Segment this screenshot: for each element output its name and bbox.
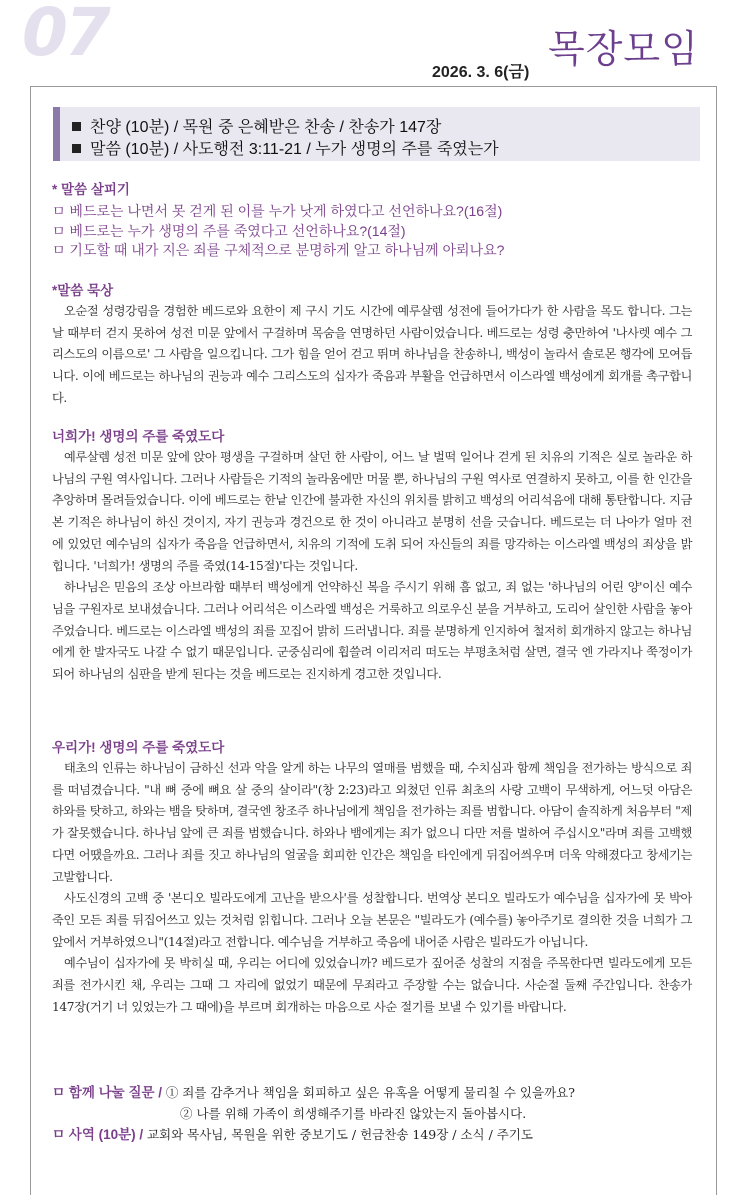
- paragraph: 태초의 인류는 하나님이 금하신 선과 악을 알게 하는 나무의 열매를 범했을 때, 수치심과 함께 책임을 전가하는 방식으로 죄를 떠넘겼습니다. "내 뼈 중에 뼈요 살 중의 살이라"(창 2:23)라고 외쳤던 인류 최초의 사랑 고백이 무색하게, 어느덧 아담은 하와를 탓하고, 하와는 뱀을 탓하며, 결국엔 창조주 하나님에게 책임을 전가하는 죄를 범합니다. 아담이 솔직하게 처음부터 "제가 잘못했습니다. 하나님 앞에 큰 죄를 범했습니다. 하와나 뱀에게는 죄가 없으니 다만 저를 벌하여 주십시오"라며 죄를 고백했다면 어땠을까요. 그러나 죄를 짓고 하나님의 얼굴을 회피한 인간은 책임을 타인에게 뒤집어씌우며 더욱 악해졌다고 창세기는 고발합니다.: [52, 761, 692, 884]
- section-title: 너희가! 생명의 주를 죽였도다: [52, 429, 225, 444]
- order-item: [72, 114, 441, 137]
- share-questions: [52, 1082, 692, 1145]
- order-item: [72, 136, 499, 159]
- section-title: * 말씀 살피기: [52, 182, 130, 197]
- page-number: 07: [22, 0, 108, 71]
- square-bullet-icon: [72, 144, 81, 153]
- worship-row: [52, 1124, 692, 1145]
- order-text: 찬양 (10분) / 목원 중 은혜받은 찬송 / 찬송가 147장: [90, 119, 442, 136]
- share-row: [52, 1103, 692, 1124]
- page-title: 목장모임: [548, 27, 699, 71]
- square-bullet-icon: [72, 122, 81, 131]
- worship-label: ㅁ 사역 (10분) /: [52, 1127, 144, 1142]
- worship-order-box: [53, 107, 700, 161]
- share-question: ② 나를 위해 가족이 희생해주기를 바라진 않았는지 돌아봅시다.: [180, 1106, 527, 1121]
- worship-text: 교회와 목사님, 목원을 위한 중보기도 / 헌금찬송 149장 / 소식 / 주기도: [146, 1127, 534, 1142]
- paragraph: 예루살렘 성전 미문 앞에 앉아 평생을 구걸하며 살던 한 사람이, 어느 날 벌떡 일어나 걷게 된 치유의 기적은 실로 놀라운 하나님의 구원 역사입니다. 그러나 사람들은 기적의 놀라움에만 머물 뿐, 하나님의 구원 역사로 연결하지 못하고, 이를 한 인간을 추앙하며 몰려들었습니다. 이에 베드로는 한낱 인간에 불과한 자신의 위치를 밝히고 백성의 어리석음에 대해 통탄합니다. 지금 본 기적은 하나님이 하신 것이지, 자기 권능과 경건으로 한 것이 아니라고 분명히 선을 긋습니다. 베드로는 더 나아가 얼마 전에 있었던 예수님의 십자가 죽음을 언급하면서, 치유의 기적에 도취 되어 자신들의 죄를 망각하는 이스라엘 백성의 죄상을 밝힙니다. '너희가! 생명의 주를 죽였(14-15절)'다는 것입니다.: [52, 450, 692, 573]
- paragraph: 예수님이 십자가에 못 박히실 때, 우리는 어디에 있었습니까? 베드로가 짚어준 성찰의 지점을 주목한다면 빌라도에게 모든 죄를 전가시킨 채, 우리는 그때 그 자리에 없었기 때문에 무죄라고 주장할 수는 없습니다. 사순절 둘째 주간입니다. 찬송가 147장(거기 너 있었는가 그 때에)을 부르며 회개하는 마음으로 사순 절기를 보낼 수 있기를 바랍니다.: [52, 956, 692, 1014]
- share-question: ① 죄를 감추거나 책임을 회피하고 싶은 유혹을 어떻게 물리칠 수 있을까요?: [165, 1085, 575, 1100]
- header-date: 2026. 3. 6(금): [432, 64, 530, 81]
- section-title: *말씀 묵상: [52, 283, 114, 298]
- paragraph: 오순절 성령강림을 경험한 베드로와 요한이 제 구시 기도 시간에 예루살렘 성전에 들어가다가 한 사람을 목도 합니다. 그는 날 때부터 걷지 못하여 성전 미문 앞에서 구걸하며 목숨을 연명하던 사람이었습니다. 베드로는 성령 충만하여 '나사렛 예수 그리스도의 이름으로' 그 사람을 일으킵니다. 그가 힘을 얻어 걷고 뛰며 하나님을 찬송하니, 백성이 놀라서 솔로몬 행각에 모여듭니다. 이에 베드로는 하나님의 권능과 예수 그리스도의 십자가 죽음과 부활을 언급하면서 이스라엘 백성에게 회개를 촉구합니다.: [52, 304, 692, 405]
- order-text: 말씀 (10분) / 사도행전 3:11-21 / 누가 생명의 주를 죽였는가: [90, 141, 499, 158]
- section-title: 우리가! 생명의 주를 죽였도다: [52, 740, 225, 755]
- paragraph: 사도신경의 고백 중 '본디오 빌라도에게 고난을 받으사'를 성찰합니다. 번역상 본디오 빌라도가 예수님을 십자가에 못 박아 죽인 모든 죄를 뒤집어쓰고 있는 것처럼 읽힙니다. 그러나 오늘 본문은 "빌라도가 (예수를) 놓아주기로 결의한 것을 너희가 그 앞에서 거부하였으니"(14절)라고 전합니다. 예수님을 거부하고 죽음에 내어준 사람은 빌라도가 아닙니다.: [52, 891, 692, 949]
- question-line: ㅁ 기도할 때 내가 지은 죄를 구체적으로 분명하게 알고 하나님께 아뢰나요?: [52, 242, 505, 258]
- reading-section: [52, 178, 692, 261]
- meditation-section: [52, 281, 692, 410]
- section-you-killed: [52, 427, 692, 686]
- share-label: ㅁ 함께 나눌 질문 /: [52, 1085, 163, 1100]
- share-row: [52, 1082, 692, 1103]
- question-line: ㅁ 베드로는 나면서 못 걷게 된 이를 누가 낫게 하였다고 선언하나요?(16절): [52, 203, 503, 219]
- section-we-killed: [52, 738, 692, 1018]
- question-line: ㅁ 베드로는 누가 생명의 주를 죽였다고 선언하나요?(14절): [52, 222, 406, 239]
- paragraph: 하나님은 믿음의 조상 아브라함 때부터 백성에게 언약하신 복을 주시기 위해 흠 없고, 죄 없는 '하나님의 어린 양'이신 예수님을 구원자로 보내셨습니다. 그러나 어리석은 이스라엘 백성은 거룩하고 의로우신 분을 거부하고, 도리어 살인한 사람을 놓아주었습니다. 베드로는 이스라엘 백성의 죄를 꼬집어 밝히 드러냅니다. 죄를 분명하게 인지하여 철저히 회개하지 않고는 하나님에게 한 발자국도 나갈 수 없기 때문입니다. 군중심리에 휩쓸려 이리저리 떠도는 부평초처럼 살면, 결국 엔 가라지나 쭉정이가 되어 하나님의 심판을 받게 된다는 것을 베드로는 진지하게 경고한 것입니다.: [52, 580, 692, 682]
